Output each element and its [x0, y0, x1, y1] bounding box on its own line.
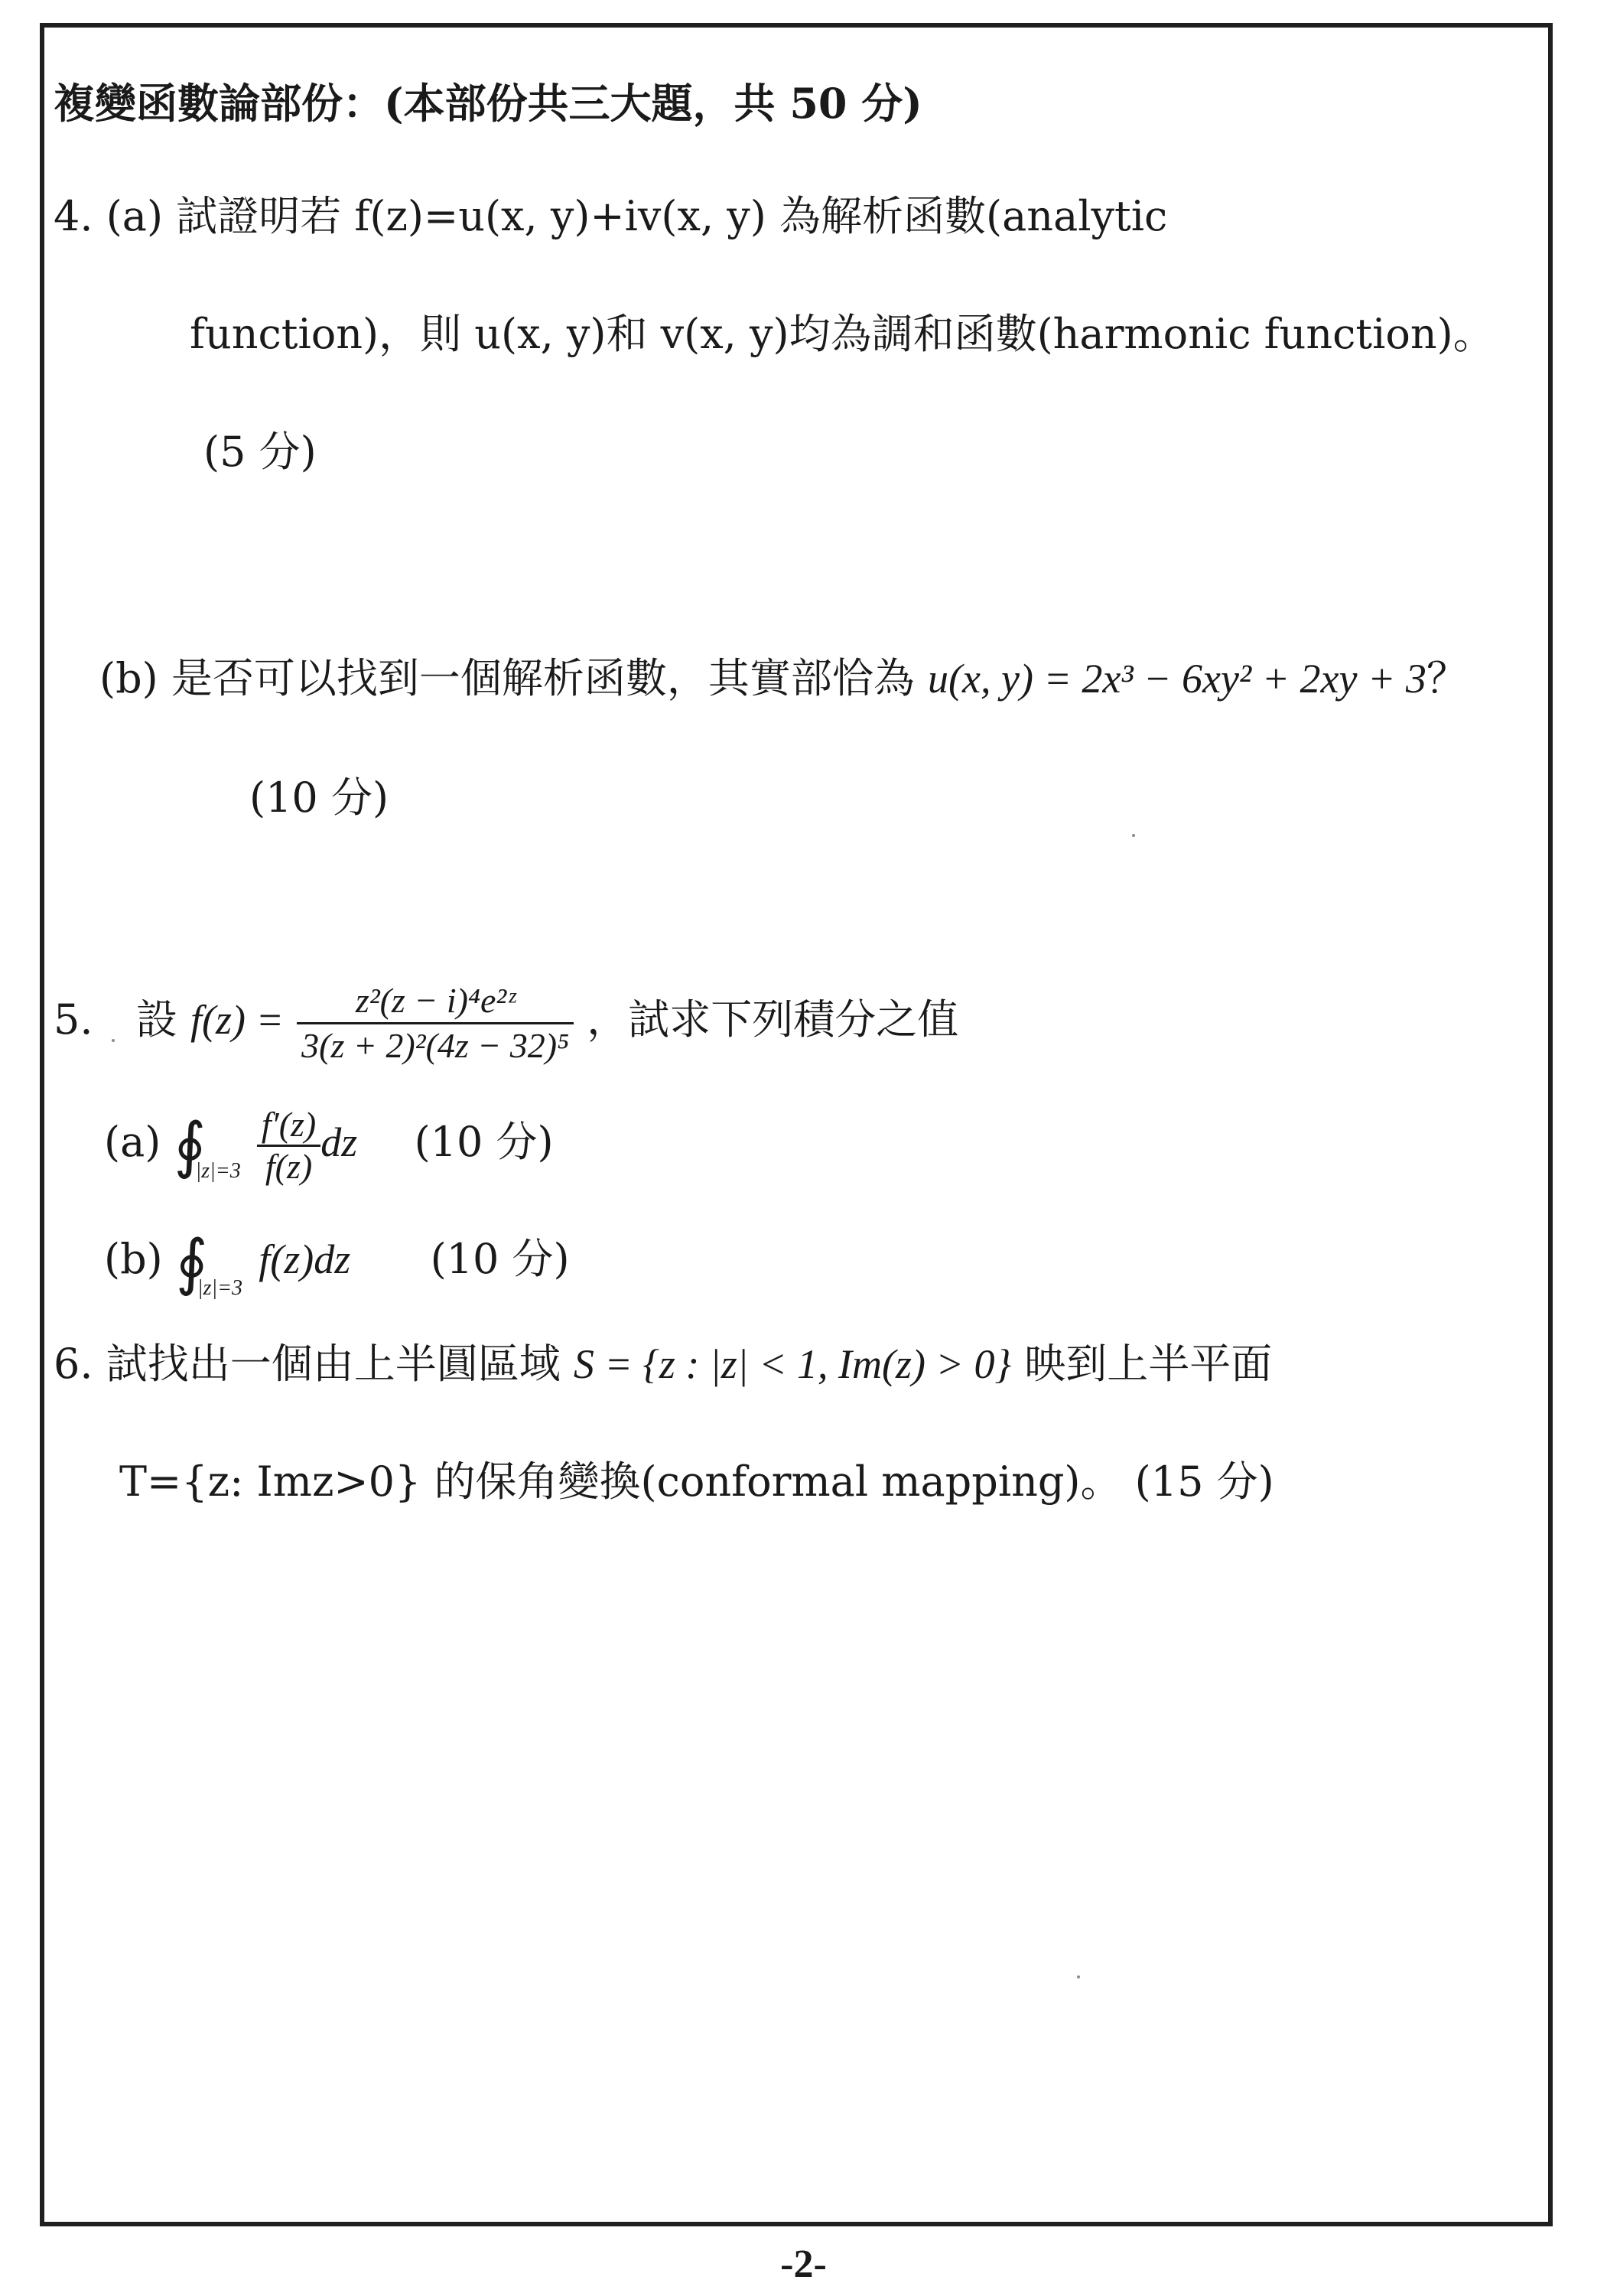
- page-number: -2-: [780, 2242, 827, 2286]
- q5-a-points: (10 分): [414, 1118, 554, 1166]
- q5-line: [54, 970, 958, 1070]
- q4-b-expr: u(x, y) = 2x³ − 6xy² + 2xy + 3: [928, 656, 1426, 702]
- q5-b-integrand: f(z)dz: [259, 1236, 351, 1282]
- q5-a-label: (a): [104, 1118, 161, 1166]
- q5-b-label: (b): [104, 1235, 163, 1283]
- q4-number: 4.: [54, 192, 93, 240]
- q5-a-numerator: f′(z): [257, 1105, 320, 1147]
- q4-a-line2: function)，則 u(x, y)和 v(x, y)均為調和函數(harmonic function)。: [190, 310, 1495, 358]
- q6-line2: T={z: Imz>0} 的保角變換(conformal mapping)。 (15 分): [119, 1457, 1274, 1506]
- q4-a-expr: f(z)=u(x, y)+iv(x, y): [354, 192, 766, 240]
- contour-integral-icon: ∮ |z|=3: [175, 1226, 243, 1300]
- contour-integral-icon: ∮ |z|=3: [174, 1109, 241, 1183]
- q4-b-label: (b): [99, 654, 158, 702]
- q5-a-dz: dz: [320, 1119, 358, 1165]
- q5-b-contour: |z|=3: [197, 1276, 243, 1300]
- q5-b-line: [104, 1221, 570, 1298]
- q5-a-line: [104, 1093, 554, 1192]
- q5-f-numerator: z²(z − i)⁴e²ᶻ: [297, 979, 574, 1024]
- q4-a-points: (5 分): [203, 428, 317, 476]
- q6-line1-prefix: 試找出一個由上半圓區域: [106, 1340, 561, 1388]
- q5-a-fraction: [257, 1105, 320, 1187]
- q5-a-denominator: f(z): [265, 1146, 313, 1186]
- q4-b-points: (10 分): [249, 773, 389, 822]
- q4-a-label: (a): [106, 192, 164, 240]
- scan-speck: [1132, 834, 1135, 837]
- section-title: 複變函數論部份：(本部份共三大題，共 50 分): [54, 79, 922, 128]
- q5-f-denominator: 3(z + 2)²(4z − 32)⁵: [301, 1025, 570, 1065]
- q6-line1-suffix: 映到上半平面: [1024, 1340, 1273, 1388]
- q5-task: ，試求下列積分之值: [587, 995, 959, 1044]
- q4-b-line: [99, 652, 1468, 705]
- scan-speck: [112, 1039, 115, 1042]
- q4-b-text: 是否可以找到一個解析函數，其實部恰為: [171, 654, 915, 702]
- q5-b-points: (10 分): [430, 1235, 570, 1283]
- scan-speck: [1077, 1975, 1080, 1978]
- q5-f-fraction: [297, 979, 574, 1067]
- q6-set: S = {z : |z| < 1, Im(z) > 0}: [573, 1341, 1012, 1387]
- q5-number: 5.: [54, 995, 93, 1044]
- q5-f-lhs: f(z) =: [190, 997, 284, 1043]
- q6-line1: [54, 1337, 1272, 1391]
- q4-b-qmark: ？: [1426, 654, 1468, 702]
- q4-a-prefix: 試證明若: [176, 192, 342, 240]
- q4-a-suffix: 為解析函數(analytic: [779, 192, 1168, 240]
- q4-a-line1: [54, 190, 1167, 243]
- q5-a-contour: |z|=3: [195, 1159, 241, 1183]
- q5-intro: 設: [135, 995, 177, 1044]
- q6-number: 6.: [54, 1340, 93, 1388]
